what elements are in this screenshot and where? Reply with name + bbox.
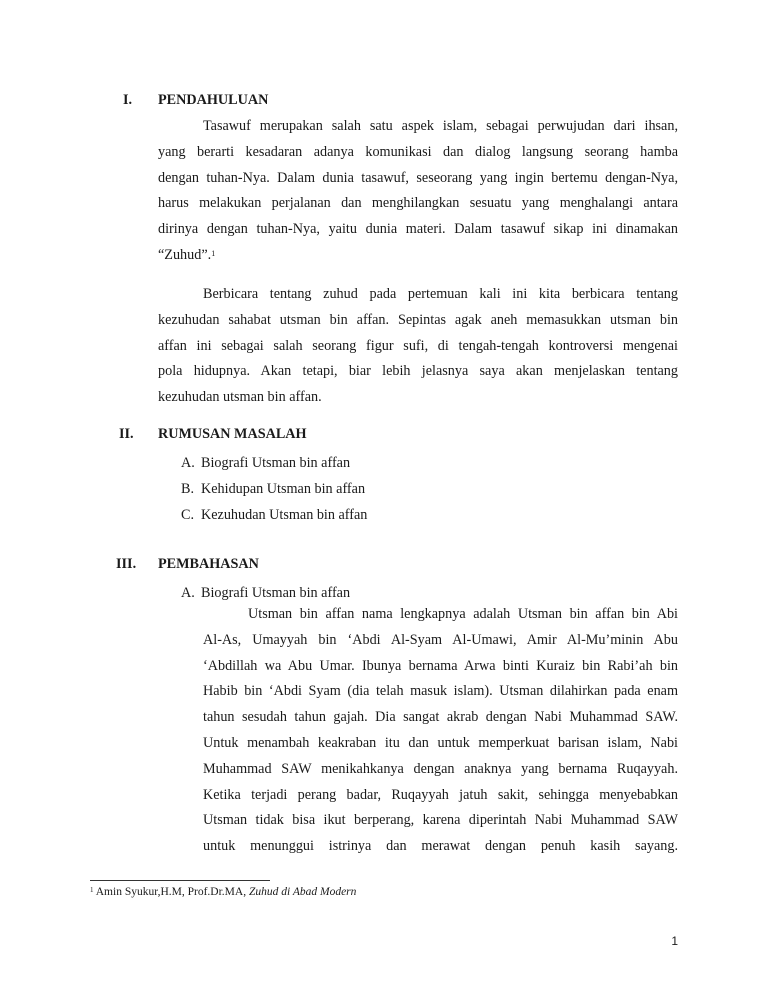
page-number: 1 — [671, 934, 678, 948]
section-title-rumusan: RUMUSAN MASALAH — [158, 426, 307, 442]
footnote — [90, 886, 356, 898]
biografi-paragraph — [203, 602, 678, 860]
list-item — [181, 476, 367, 502]
list-item-text: Kehidupan Utsman bin affan — [201, 481, 366, 497]
text-line: dirinya dengan tuhan-Nya, yaitu dunia materi. Dalam tasawuf sikap ini dinamakan — [158, 221, 678, 238]
list-marker: B. — [181, 481, 195, 497]
text-line: Muhammad SAW menikahkanya dengan anaknya yang bernama Ruqayyah. — [203, 760, 678, 777]
text-line: untuk menunggui istrinya dan merawat dengan penuh kasih sayang. — [203, 838, 678, 855]
section-heading-pendahuluan — [123, 92, 132, 109]
list-marker: C. — [181, 507, 195, 523]
footnote-reference: 1 — [211, 248, 216, 258]
text-line: Al-As, Umayyah bin ‘Abdi Al-Syam Al-Umawi, Amir Al-Mu’minin Abu — [203, 631, 678, 648]
text-line: dengan tuhan-Nya. Dalam dunia tasawuf, seseorang yang ingin bertemu dengan-Nya, — [158, 169, 678, 186]
text-line: Habib bin ‘Abdi Syam (dia telah masuk islam). Utsman dilahirkan pada enam — [203, 683, 678, 700]
text-line: kezuhudan sahabat utsman bin affan. Sepintas agak aneh memasukkan utsman bin — [158, 311, 678, 328]
list-item — [181, 450, 367, 476]
footnote-text: Amin Syukur,H.M, Prof.Dr.MA, — [95, 886, 249, 898]
list-marker: A. — [181, 455, 195, 471]
text-line: Utsman tidak bisa ikut berperang, karena diperintah Nabi Muhammad SAW — [203, 812, 678, 829]
intro-paragraph-1 — [158, 114, 678, 269]
text-line: Berbicara tentang zuhud pada pertemuan kali ini kita berbicara tentang — [203, 286, 678, 302]
rumusan-list — [181, 450, 367, 528]
footnote-book-title: Zuhud di Abad Modern — [248, 886, 357, 898]
text-line: Untuk menambah keakraban itu dan untuk memperkuat barisan islam, Nabi — [203, 734, 678, 751]
footnote-mark: 1 — [90, 886, 94, 894]
section-number-rumusan: II. — [119, 426, 134, 442]
list-item-text: Biografi Utsman bin affan — [201, 455, 351, 471]
text-line: yang berarti kesadaran adanya komunikasi dan dialog langsung seorang hamba — [158, 143, 678, 160]
text-line: Ketika terjadi perang badar, Ruqayyah jatuh sakit, sehingga menyebabkan — [203, 786, 678, 803]
section-title-pendahuluan: PENDAHULUAN — [158, 92, 269, 108]
section-number: I. — [123, 92, 133, 108]
subheading-text: Biografi Utsman bin affan — [201, 585, 351, 601]
text-line: tahun sesudah tahun gajah. Dia sangat akrab dengan Nabi Muhammad SAW. — [203, 709, 678, 726]
text-line-with-footnote — [158, 243, 678, 269]
text-line: harus melakukan perjalanan dan menghilangkan sesuatu yang menghalangi antara — [158, 195, 678, 212]
intro-paragraph-2 — [158, 282, 678, 411]
text-fragment: “Zuhud”. — [158, 246, 212, 263]
text-line: pola hidupnya. Akan tetapi, biar lebih jelasnya saya akan menjelaskan tentang — [158, 363, 678, 380]
list-marker: A. — [181, 585, 195, 601]
text-line: kezuhudan utsman bin affan. — [158, 389, 322, 406]
text-line: ‘Abdillah wa Abu Umar. Ibunya bernama Arwa binti Kuraiz bin Rabi’ah bin — [203, 657, 678, 674]
list-item-text: Kezuhudan Utsman bin affan — [201, 507, 368, 523]
text-line: Utsman bin affan nama lengkapnya adalah Utsman bin affan bin Abi — [248, 606, 678, 622]
section-number-pembahasan: III. — [116, 556, 137, 572]
section-title-pembahasan: PEMBAHASAN — [158, 556, 259, 572]
text-line: affan ini sebagai salah seorang figur sufi, di tengah-tengah kontroversi mengenai — [158, 337, 678, 354]
list-item — [181, 502, 367, 528]
footnote-separator — [90, 880, 270, 881]
text-line: Tasawuf merupakan salah satu aspek islam, sebagai perwujudan dari ihsan, — [203, 118, 678, 134]
